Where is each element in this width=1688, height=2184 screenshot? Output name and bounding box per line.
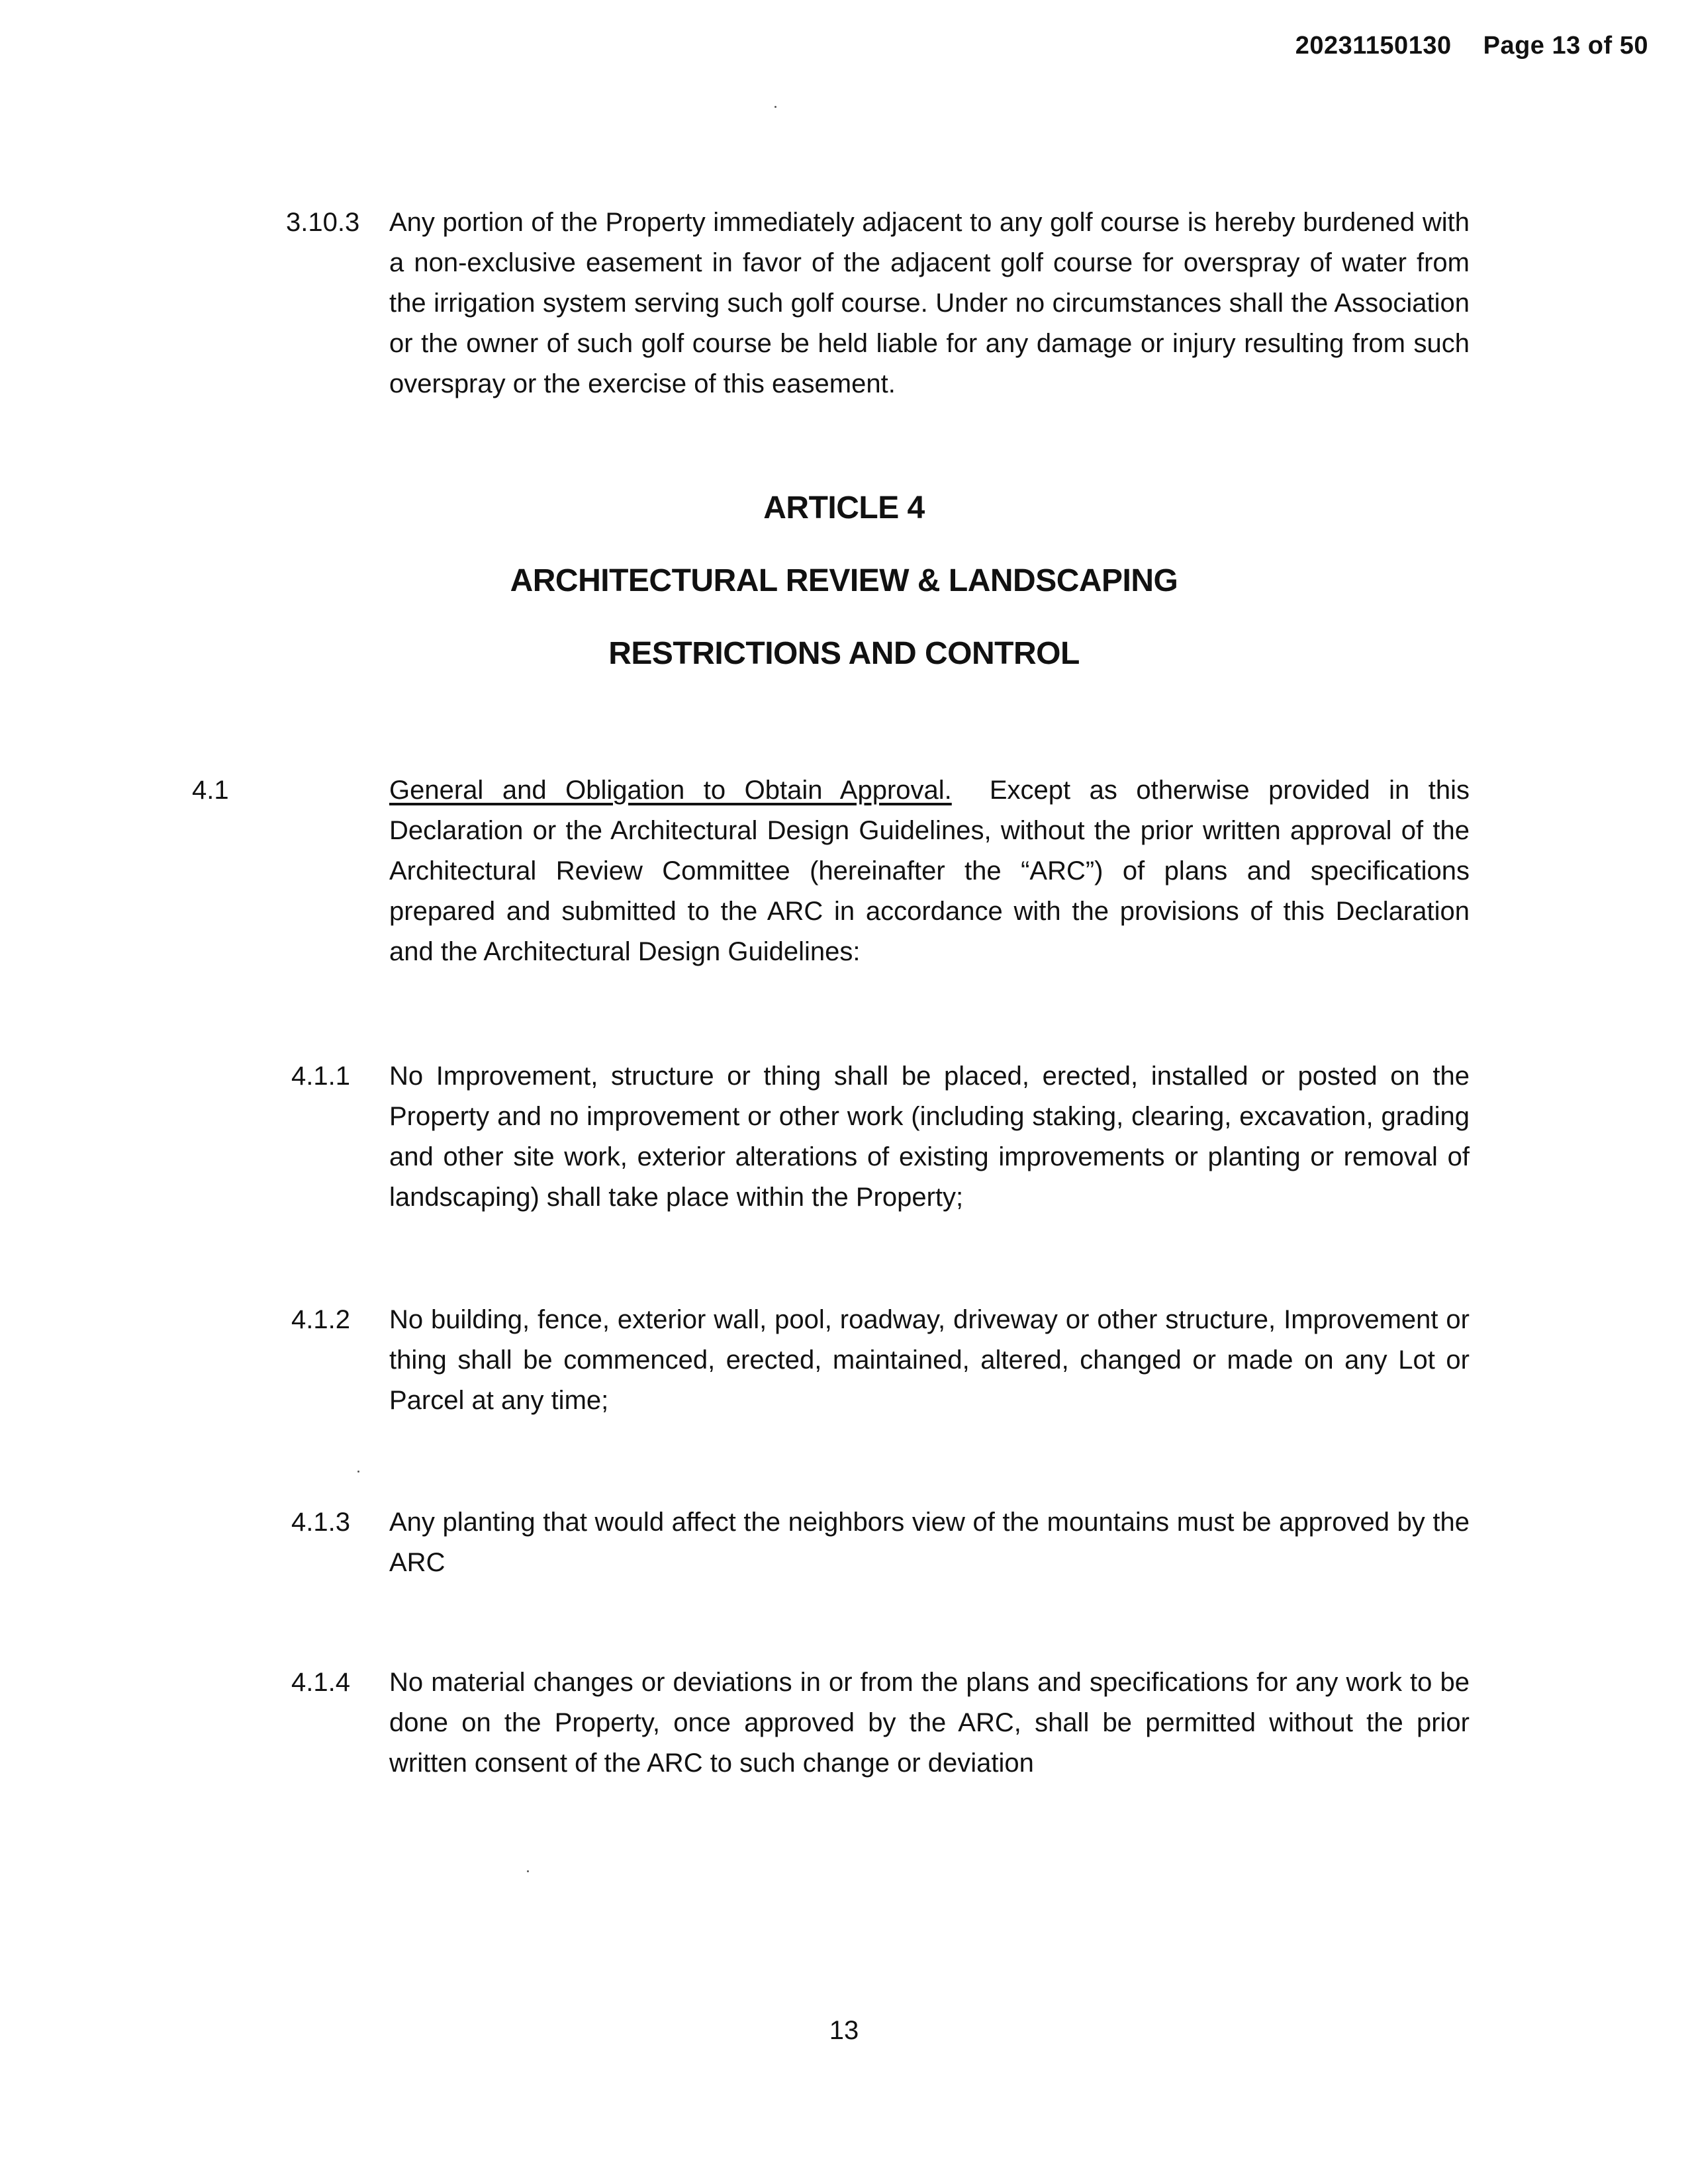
section-4-1-3-text: Any planting that would affect the neighbors view of the mountains must be approved by the ARC bbox=[389, 1508, 1470, 1577]
section-4-1-title: General and Obligation to Obtain Approval. bbox=[389, 776, 952, 805]
scan-speck bbox=[357, 1471, 359, 1473]
scan-speck bbox=[774, 106, 776, 108]
section-3-10-3-text: Any portion of the Property immediately adjacent to any golf course is hereby burdened with a non-exclusive easement in favor of the adjacent golf course for overspray of water from the irrigation system serving such golf course. Under no circumstances shall the Association or the owner of such golf course be held liable for any damage or injury resulting from such overspray or the exercise of this easement. bbox=[389, 208, 1470, 398]
recording-header bbox=[1295, 32, 1648, 60]
section-4-1-4-text: No material changes or deviations in or from the plans and specifications for any work to be done on the Property, once approved by the ARC, shall be permitted without the prior written consent of the ARC to such change or deviation bbox=[389, 1668, 1470, 1778]
article-title-line-2: RESTRICTIONS AND CONTROL bbox=[608, 636, 1080, 671]
section-4-1-2-text: No building, fence, exterior wall, pool, roadway, driveway or other structure, Improvement or thing shall be commenced, erected, maintained, altered, changed or made on any Lot or Parcel at any time; bbox=[389, 1305, 1470, 1415]
section-number-4-1-3: 4.1.3 bbox=[291, 1508, 350, 1537]
section-number-4-1-1: 4.1.1 bbox=[291, 1062, 350, 1091]
section-number-4-1-label: 4.1 bbox=[192, 776, 229, 805]
section-4-1-body: Except as otherwise provided in this Declaration or the Architectural Design Guidelines, without the prior written approval of the Architectural Review Committee (hereinafter the “ARC”) of plans and specifications prepared and submitted to the ARC in accordance with the provisions of this Declaration and the Architectural Design Guidelines: bbox=[389, 776, 1470, 966]
page-label: Page 13 of 50 bbox=[1483, 32, 1648, 60]
section-4-1-1-text: No Improvement, structure or thing shall be placed, erected, installed or posted on the Property and no improvement or other work (including staking, clearing, excavation, grading and other site work, exterior alterations of existing improvements or planting or removal of landscaping) shall take place within the Property; bbox=[389, 1062, 1470, 1212]
article-number-heading: ARTICLE 4 bbox=[763, 490, 925, 525]
section-number-4-1-2: 4.1.2 bbox=[291, 1305, 350, 1334]
record-number: 20231150130 bbox=[1295, 32, 1452, 60]
section-4-1-text bbox=[389, 770, 1470, 972]
scan-speck bbox=[527, 1870, 529, 1872]
page-number: 13 bbox=[829, 2016, 859, 2045]
section-number-4-1-4: 4.1.4 bbox=[291, 1668, 350, 1697]
section-number-3-10-3: 3.10.3 bbox=[286, 208, 360, 237]
article-title-line-1: ARCHITECTURAL REVIEW & LANDSCAPING bbox=[510, 563, 1178, 598]
section-number-4-1 bbox=[192, 770, 229, 811]
